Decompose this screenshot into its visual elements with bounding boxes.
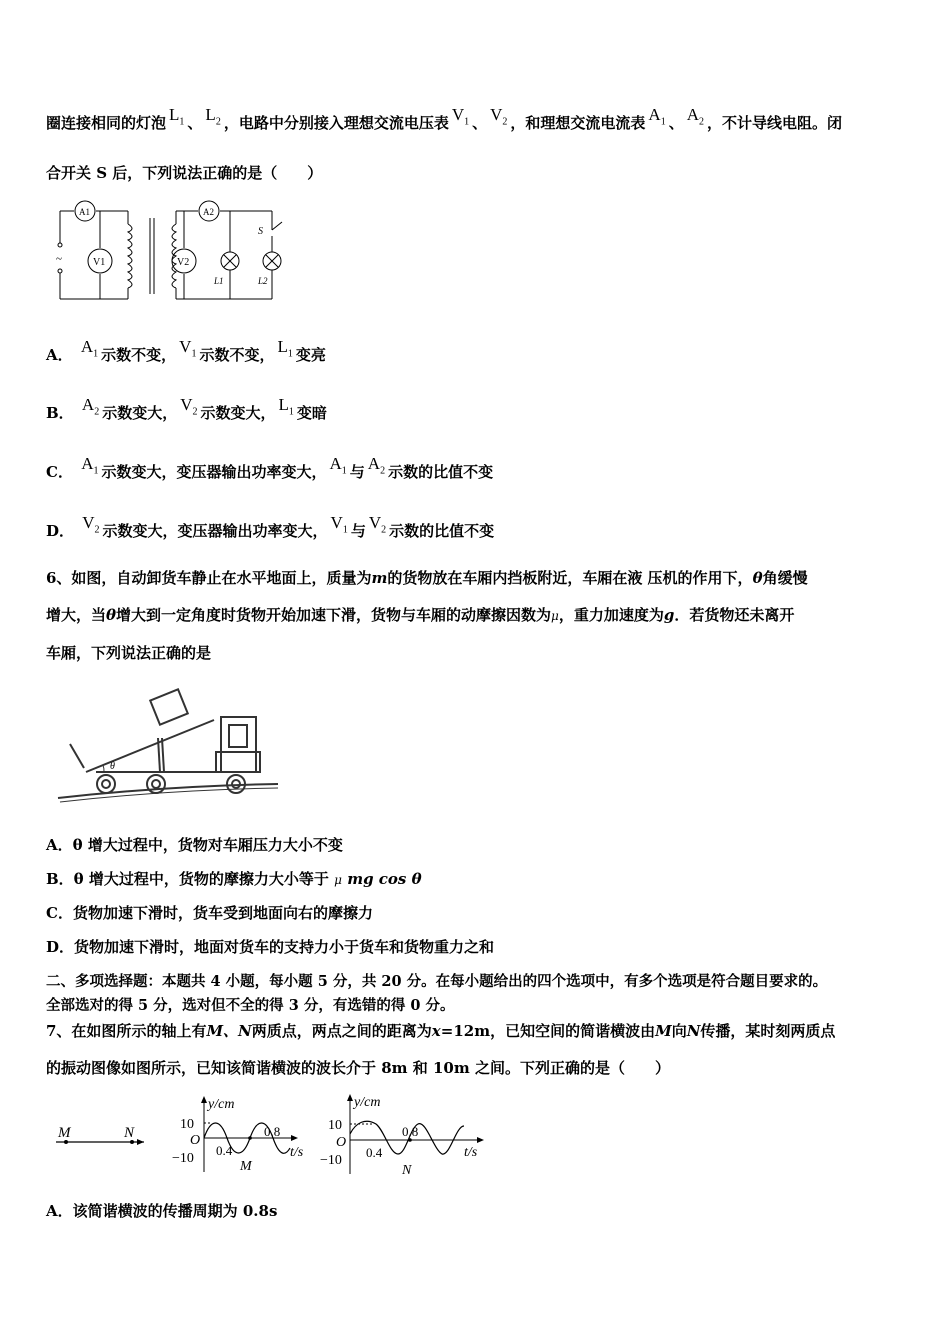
svg-text:y/cm: y/cm xyxy=(354,1095,381,1110)
q6-option-c[interactable]: C．货物加速下滑时，货车受到地面向右的摩擦力 xyxy=(46,904,373,922)
svg-text:M: M xyxy=(58,1125,71,1141)
svg-text:t/s: t/s xyxy=(464,1145,478,1160)
vibration-graph-n xyxy=(318,1088,490,1180)
q6-option-b[interactable]: B．θ 增大过程中，货物的摩擦力大小等于 μ mg cos θ xyxy=(46,870,422,888)
q5-stem-line1: 圈连接相同的灯泡 $L_1$ 、 $L_2$ ，电路中分别接入理想交流电压表 $V_1$ 、 $V_2$ ，和理想交流电流表 $A_1$ 、 $A_2$ ，不计导线电阻。闭 xyxy=(46,105,843,132)
q5-option-b[interactable]: B． $A_2$ 示数变大， $V_2$ 示数变大， $L_1$ 变暗 xyxy=(46,395,327,422)
q6-stem-line2: 增大，当θ增大到一定角度时货物开始加速下滑，货物与车厢的动摩擦因数为μ，重力加速度为g．若货物还未离开 xyxy=(46,606,795,624)
svg-text:S: S xyxy=(258,226,263,237)
svg-text:~: ~ xyxy=(56,253,62,265)
q5-option-c[interactable]: C． $A_1$ 示数变大，变压器输出功率变大， $A_1$ 与 $A_2$ 示数的比值不变 xyxy=(46,454,494,481)
section2-heading-line1: 二、多项选择题：本题共 4 小题，每小题 5 分，共 20 分。在每小题给出的四个选项中，有多个选项是符合题目要求的。 xyxy=(46,973,828,990)
svg-text:0.4: 0.4 xyxy=(216,1143,233,1158)
svg-text:O: O xyxy=(190,1133,201,1148)
svg-text:θ: θ xyxy=(110,761,115,772)
svg-text:10: 10 xyxy=(180,1117,194,1132)
q5-stem-line2: 合开关 S 后，下列说法正确的是（ ） xyxy=(46,164,323,182)
svg-text:10: 10 xyxy=(328,1118,342,1133)
mn-axis-figure xyxy=(52,1122,152,1152)
vibration-graph-m xyxy=(168,1090,313,1180)
q7-stem-line1: 7、在如图所示的轴上有M、N两质点，两点之间的距离为x=12m，已知空间的简谐横波由M向N传播，某时刻两质点 xyxy=(46,1022,836,1040)
svg-text:−10: −10 xyxy=(320,1153,342,1168)
q5-option-a[interactable]: A． $A_1$ 示数不变， $V_1$ 示数不变， $L_1$ 变亮 xyxy=(46,337,326,364)
svg-text:N: N xyxy=(124,1125,135,1141)
svg-text:A1: A1 xyxy=(79,207,90,217)
q6-stem-line1: 6、如图，自动卸货车静止在水平地面上，质量为m的货物放在车厢内挡板附近，车厢在液 压机的作用下，θ角缓慢 xyxy=(46,569,808,587)
svg-text:L1: L1 xyxy=(214,276,224,286)
section2-heading-line2: 全部选对的得 5 分，选对但不全的得 3 分，有选错的得 0 分。 xyxy=(46,997,455,1014)
svg-text:0.8: 0.8 xyxy=(264,1124,281,1139)
svg-text:A2: A2 xyxy=(203,207,214,217)
svg-text:t/s: t/s xyxy=(290,1145,304,1160)
svg-text:y/cm: y/cm xyxy=(208,1097,235,1112)
svg-text:0.8: 0.8 xyxy=(402,1124,419,1139)
q6-option-d[interactable]: D．货物加速下滑时，地面对货车的支持力小于货车和货物重力之和 xyxy=(46,938,495,956)
svg-text:N: N xyxy=(402,1163,412,1178)
q7-stem-line2: 的振动图像如图所示，已知该简谐横波的波长介于 8m 和 10m 之间。下列正确的是（ ） xyxy=(46,1059,670,1077)
svg-text:O: O xyxy=(336,1135,347,1150)
q6-stem-line3: 车厢，下列说法正确的是 xyxy=(46,644,212,662)
svg-text:V2: V2 xyxy=(177,257,190,268)
q6-option-a[interactable]: A．θ 增大过程中，货物对车厢压力大小不变 xyxy=(46,836,343,854)
svg-text:0.4: 0.4 xyxy=(366,1145,383,1160)
svg-text:−10: −10 xyxy=(172,1151,194,1166)
svg-text:V1: V1 xyxy=(93,257,106,268)
transformer-circuit-figure xyxy=(50,196,300,306)
q7-option-a[interactable]: A．该简谐横波的传播周期为 0.8s xyxy=(46,1202,278,1220)
svg-text:L2: L2 xyxy=(258,276,268,286)
q5-option-d[interactable]: D． $V_2$ 示数变大，变压器输出功率变大， $V_1$ 与 $V_2$ 示数的比值不变 xyxy=(46,513,495,540)
dump-truck-figure xyxy=(56,672,281,807)
svg-text:M: M xyxy=(240,1159,252,1174)
